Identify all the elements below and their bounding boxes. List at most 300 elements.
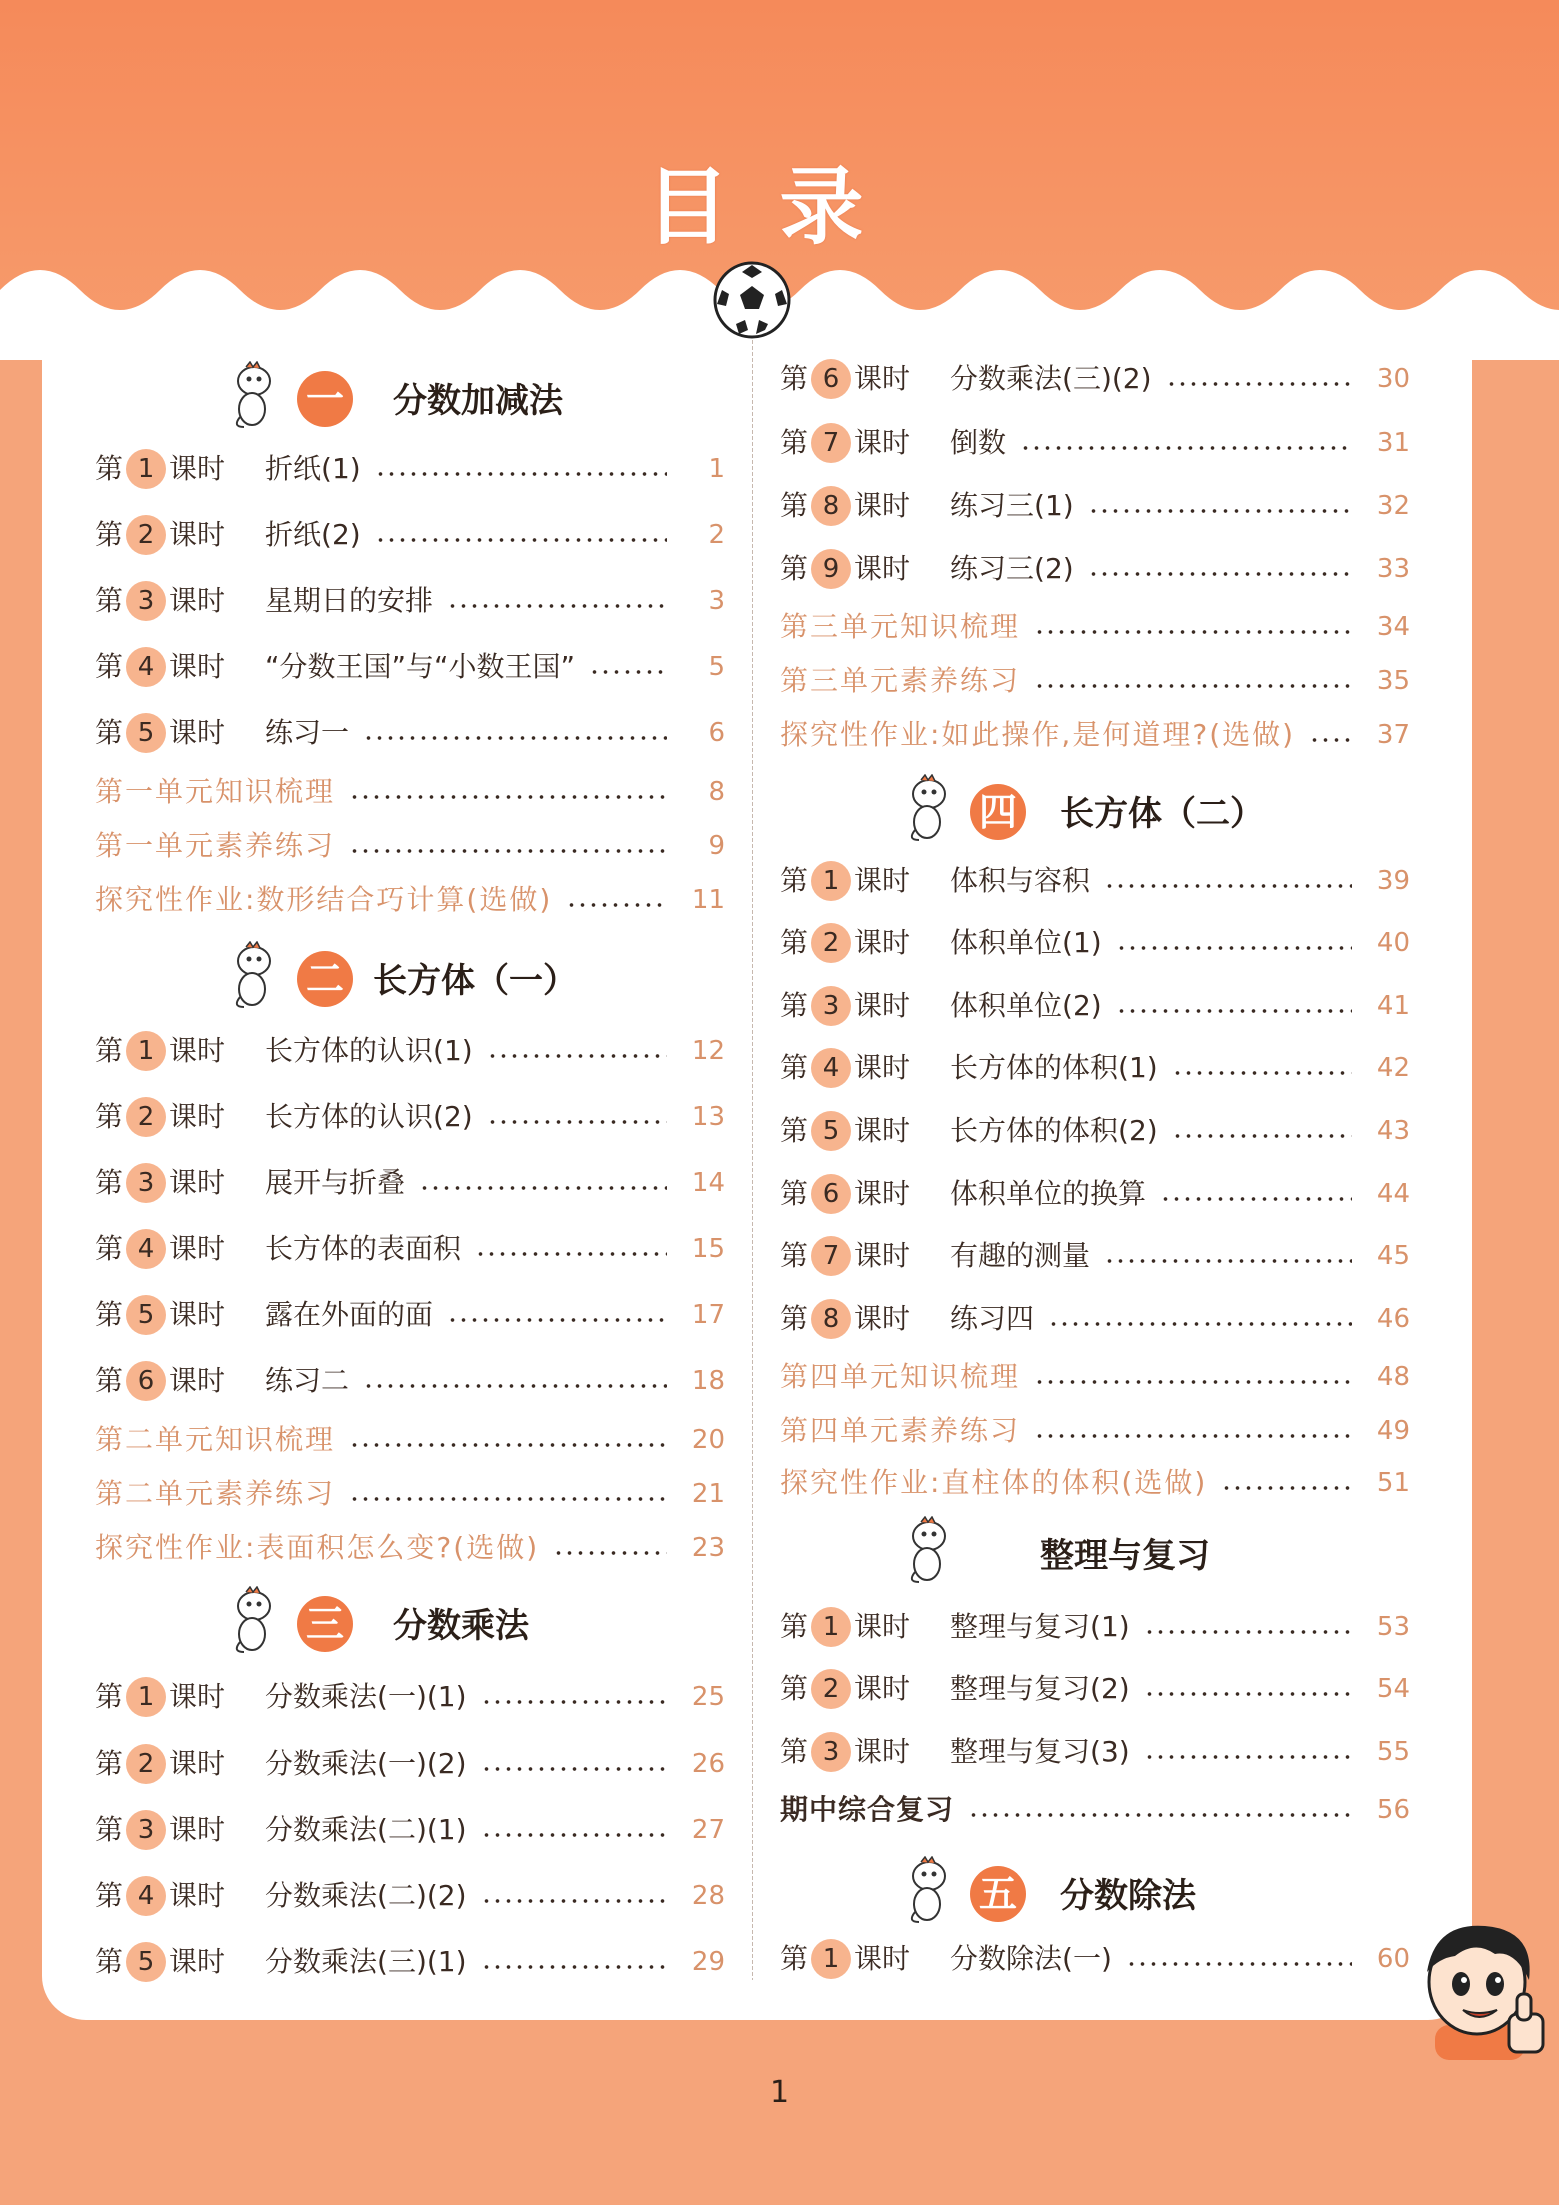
lesson-prefix: 第 bbox=[780, 926, 809, 959]
lesson-entry[interactable] bbox=[780, 1044, 1410, 1092]
dot-leader bbox=[1144, 1690, 1352, 1698]
lesson-title: 分数乘法(二)(2) bbox=[265, 1879, 467, 1912]
dinosaur-mascot-icon bbox=[905, 1856, 951, 1926]
unit-title: 分数乘法 bbox=[393, 1606, 529, 1646]
dinosaur-mascot-icon bbox=[230, 1586, 276, 1656]
lesson-suffix: 课时 bbox=[169, 1813, 226, 1846]
dot-leader bbox=[1048, 1320, 1352, 1328]
dot-leader bbox=[553, 1549, 667, 1557]
lesson-prefix: 第 bbox=[780, 864, 809, 897]
lesson-prefix: 第 bbox=[95, 1166, 124, 1199]
special-entry-title: 第三单元知识梳理 bbox=[780, 610, 1021, 643]
dot-leader bbox=[363, 734, 667, 742]
page-ref: 6 bbox=[708, 718, 725, 748]
lesson-number-badge: 3 bbox=[126, 581, 166, 621]
unit-heading bbox=[95, 355, 725, 445]
page-ref: 9 bbox=[708, 831, 725, 861]
lesson-prefix: 第 bbox=[95, 1232, 124, 1265]
lesson-entry[interactable] bbox=[780, 355, 1410, 403]
page-ref: 46 bbox=[1376, 1304, 1410, 1334]
dot-leader bbox=[1172, 1132, 1352, 1140]
page-ref: 45 bbox=[1376, 1241, 1410, 1271]
dot-leader bbox=[1160, 1195, 1352, 1203]
dot-leader bbox=[1144, 1753, 1352, 1761]
page-ref: 33 bbox=[1376, 554, 1410, 584]
page-ref: 28 bbox=[691, 1881, 725, 1911]
dot-leader bbox=[481, 1765, 667, 1773]
lesson-number-badge: 8 bbox=[811, 486, 851, 526]
dot-leader bbox=[1034, 1432, 1352, 1440]
lesson-number-badge: 6 bbox=[811, 1174, 851, 1214]
lesson-prefix: 第 bbox=[95, 1747, 124, 1780]
dinosaur-mascot-icon bbox=[230, 941, 276, 1011]
page-ref: 40 bbox=[1376, 928, 1410, 958]
lesson-entry[interactable] bbox=[780, 1603, 1410, 1651]
special-entry[interactable] bbox=[780, 711, 1410, 759]
page-ref: 44 bbox=[1376, 1179, 1410, 1209]
page-ref: 49 bbox=[1376, 1416, 1410, 1446]
page-ref: 20 bbox=[691, 1425, 725, 1455]
unit-title: 长方体（二） bbox=[1060, 794, 1264, 834]
lesson-suffix: 课时 bbox=[169, 1680, 226, 1713]
lesson-suffix: 课时 bbox=[854, 362, 911, 395]
lesson-entry[interactable] bbox=[95, 709, 725, 757]
dot-leader bbox=[419, 1184, 667, 1192]
special-entry-title: 第四单元素养练习 bbox=[780, 1414, 1021, 1447]
page-ref: 43 bbox=[1376, 1116, 1410, 1146]
dinosaur-mascot-icon bbox=[905, 774, 951, 844]
lesson-title: 体积单位的换算 bbox=[950, 1177, 1147, 1210]
dot-leader bbox=[349, 1441, 667, 1449]
special-entry[interactable] bbox=[780, 1459, 1410, 1507]
lesson-suffix: 课时 bbox=[854, 1672, 911, 1705]
lesson-suffix: 课时 bbox=[854, 552, 911, 585]
lesson-title: 练习三(1) bbox=[950, 489, 1074, 522]
lesson-entry[interactable] bbox=[780, 919, 1410, 967]
lesson-prefix: 第 bbox=[95, 584, 124, 617]
lesson-number-badge: 5 bbox=[811, 1111, 851, 1151]
lesson-number-badge: 2 bbox=[811, 923, 851, 963]
dot-leader bbox=[447, 602, 667, 610]
dot-leader bbox=[1020, 444, 1352, 452]
lesson-number-badge: 4 bbox=[126, 1876, 166, 1916]
page-ref: 2 bbox=[708, 520, 725, 550]
unit-number-badge: 三 bbox=[297, 1596, 353, 1652]
lesson-suffix: 课时 bbox=[169, 1166, 226, 1199]
lesson-prefix: 第 bbox=[95, 1034, 124, 1067]
page-ref: 41 bbox=[1376, 991, 1410, 1021]
lesson-entry[interactable] bbox=[95, 1027, 725, 1075]
lesson-number-badge: 2 bbox=[126, 1097, 166, 1137]
lesson-title: 分数乘法(三)(1) bbox=[265, 1945, 467, 1978]
dot-leader bbox=[1034, 1378, 1352, 1386]
dot-leader bbox=[481, 1897, 667, 1905]
page-ref: 37 bbox=[1376, 720, 1410, 750]
lesson-number-badge: 4 bbox=[126, 647, 166, 687]
dot-leader bbox=[447, 1316, 667, 1324]
dot-leader bbox=[481, 1831, 667, 1839]
lesson-number-badge: 7 bbox=[811, 423, 851, 463]
lesson-prefix: 第 bbox=[780, 362, 809, 395]
lesson-suffix: 课时 bbox=[854, 1114, 911, 1147]
page-ref: 34 bbox=[1376, 612, 1410, 642]
lesson-suffix: 课时 bbox=[169, 1100, 226, 1133]
lesson-prefix: 第 bbox=[780, 552, 809, 585]
lesson-title: 分数乘法(二)(1) bbox=[265, 1813, 467, 1846]
special-entry[interactable] bbox=[95, 1524, 725, 1572]
lesson-suffix: 课时 bbox=[854, 1239, 911, 1272]
dot-leader bbox=[375, 536, 667, 544]
special-entry-title: 探究性作业:如此操作,是何道理?(选做) bbox=[780, 718, 1296, 751]
lesson-number-badge: 2 bbox=[126, 515, 166, 555]
dot-leader bbox=[375, 470, 667, 478]
special-entry[interactable] bbox=[780, 1353, 1410, 1401]
special-entry[interactable] bbox=[95, 1416, 725, 1464]
lesson-title: 练习一 bbox=[265, 716, 350, 749]
dot-leader bbox=[566, 901, 667, 909]
lesson-prefix: 第 bbox=[95, 1100, 124, 1133]
lesson-entry[interactable] bbox=[95, 1093, 725, 1141]
lesson-suffix: 课时 bbox=[169, 1232, 226, 1265]
page-ref: 23 bbox=[691, 1533, 725, 1563]
lesson-number-badge: 5 bbox=[126, 713, 166, 753]
dot-leader bbox=[487, 1118, 667, 1126]
lesson-title: 体积与容积 bbox=[950, 864, 1091, 897]
special-entry[interactable] bbox=[95, 1470, 725, 1518]
lesson-entry[interactable] bbox=[780, 482, 1410, 530]
dot-leader bbox=[1034, 682, 1352, 690]
lesson-title: 分数乘法(一)(1) bbox=[265, 1680, 467, 1713]
lesson-suffix: 课时 bbox=[854, 489, 911, 522]
dot-leader bbox=[1116, 944, 1352, 952]
page-ref: 14 bbox=[691, 1168, 725, 1198]
page-ref: 17 bbox=[691, 1300, 725, 1330]
dot-leader bbox=[968, 1811, 1352, 1819]
lesson-entry[interactable] bbox=[95, 1872, 725, 1920]
dot-leader bbox=[1221, 1484, 1352, 1492]
lesson-suffix: 课时 bbox=[169, 1298, 226, 1331]
lesson-title: 折纸(1) bbox=[265, 452, 361, 485]
lesson-title: 有趣的测量 bbox=[950, 1239, 1091, 1272]
lesson-number-badge: 3 bbox=[811, 1732, 851, 1772]
lesson-number-badge: 4 bbox=[811, 1048, 851, 1088]
lesson-title: 分数乘法(一)(2) bbox=[265, 1747, 467, 1780]
lesson-suffix: 课时 bbox=[169, 452, 226, 485]
dinosaur-mascot-icon bbox=[230, 361, 276, 431]
unit-number-badge: 五 bbox=[970, 1866, 1026, 1922]
lesson-entry[interactable] bbox=[780, 1232, 1410, 1280]
lesson-prefix: 第 bbox=[95, 1364, 124, 1397]
lesson-entry[interactable] bbox=[95, 1673, 725, 1721]
page-ref: 5 bbox=[708, 652, 725, 682]
lesson-title: 分数乘法(三)(2) bbox=[950, 362, 1152, 395]
lesson-suffix: 课时 bbox=[169, 1879, 226, 1912]
unit-heading bbox=[780, 1510, 1410, 1600]
lesson-title: 练习三(2) bbox=[950, 552, 1074, 585]
lesson-entry[interactable] bbox=[95, 577, 725, 625]
special-entry[interactable] bbox=[780, 657, 1410, 705]
special-entry[interactable] bbox=[95, 876, 725, 924]
lesson-suffix: 课时 bbox=[854, 989, 911, 1022]
lesson-prefix: 第 bbox=[780, 1942, 809, 1975]
dot-leader bbox=[349, 847, 667, 855]
unit-heading bbox=[780, 768, 1410, 858]
review-entry-title: 期中综合复习 bbox=[780, 1793, 955, 1826]
lesson-prefix: 第 bbox=[95, 452, 124, 485]
page-ref: 11 bbox=[691, 885, 725, 915]
lesson-suffix: 课时 bbox=[169, 518, 226, 551]
lesson-entry[interactable] bbox=[95, 1740, 725, 1788]
lesson-suffix: 课时 bbox=[169, 716, 226, 749]
special-entry[interactable] bbox=[780, 603, 1410, 651]
page-ref: 51 bbox=[1376, 1468, 1410, 1498]
lesson-suffix: 课时 bbox=[169, 1364, 226, 1397]
lesson-entry[interactable] bbox=[780, 419, 1410, 467]
lesson-title: 露在外面的面 bbox=[265, 1298, 434, 1331]
lesson-number-badge: 5 bbox=[126, 1295, 166, 1335]
lesson-number-badge: 3 bbox=[811, 986, 851, 1026]
lesson-suffix: 课时 bbox=[854, 1735, 911, 1768]
page-ref: 48 bbox=[1376, 1362, 1410, 1392]
page-ref: 39 bbox=[1376, 866, 1410, 896]
page-ref: 54 bbox=[1376, 1674, 1410, 1704]
page-ref: 53 bbox=[1376, 1612, 1410, 1642]
lesson-prefix: 第 bbox=[780, 1239, 809, 1272]
special-entry-title: 探究性作业:表面积怎么变?(选做) bbox=[95, 1531, 540, 1564]
special-entry-title: 第二单元素养练习 bbox=[95, 1477, 336, 1510]
unit-number-badge: 四 bbox=[970, 784, 1026, 840]
page-ref: 21 bbox=[691, 1479, 725, 1509]
lesson-title: 星期日的安排 bbox=[265, 584, 434, 617]
lesson-suffix: 课时 bbox=[854, 1302, 911, 1335]
lesson-title: 体积单位(2) bbox=[950, 989, 1102, 1022]
dot-leader bbox=[1126, 1960, 1352, 1968]
dot-leader bbox=[1034, 628, 1352, 636]
lesson-number-badge: 1 bbox=[811, 1607, 851, 1647]
page-ref: 29 bbox=[691, 1947, 725, 1977]
lesson-prefix: 第 bbox=[95, 1813, 124, 1846]
lesson-number-badge: 6 bbox=[126, 1361, 166, 1401]
lesson-suffix: 课时 bbox=[854, 1177, 911, 1210]
lesson-prefix: 第 bbox=[95, 1945, 124, 1978]
lesson-entry[interactable] bbox=[95, 643, 725, 691]
page-ref: 25 bbox=[691, 1682, 725, 1712]
lesson-entry[interactable] bbox=[780, 1295, 1410, 1343]
lesson-prefix: 第 bbox=[780, 1672, 809, 1705]
lesson-suffix: 课时 bbox=[169, 650, 226, 683]
special-entry[interactable] bbox=[95, 768, 725, 816]
lesson-entry[interactable] bbox=[780, 1665, 1410, 1713]
lesson-title: 展开与折叠 bbox=[265, 1166, 406, 1199]
lesson-number-badge: 1 bbox=[811, 1939, 851, 1979]
page-ref: 55 bbox=[1376, 1737, 1410, 1767]
lesson-title: 体积单位(1) bbox=[950, 926, 1102, 959]
special-entry-title: 探究性作业:直柱体的体积(选做) bbox=[780, 1466, 1208, 1499]
page-ref: 1 bbox=[708, 454, 725, 484]
lesson-title: 长方体的认识(1) bbox=[265, 1034, 473, 1067]
page-ref: 60 bbox=[1376, 1944, 1410, 1974]
lesson-entry[interactable] bbox=[95, 1357, 725, 1405]
column-divider bbox=[752, 340, 753, 1980]
lesson-prefix: 第 bbox=[780, 1610, 809, 1643]
lesson-number-badge: 7 bbox=[811, 1236, 851, 1276]
page-ref: 15 bbox=[691, 1234, 725, 1264]
dot-leader bbox=[1088, 507, 1352, 515]
lesson-entry[interactable] bbox=[95, 445, 725, 493]
page-ref: 12 bbox=[691, 1036, 725, 1066]
lesson-prefix: 第 bbox=[780, 1114, 809, 1147]
lesson-title: 练习二 bbox=[265, 1364, 350, 1397]
dinosaur-mascot-icon bbox=[905, 1516, 951, 1586]
unit-heading bbox=[95, 1580, 725, 1670]
lesson-entry[interactable] bbox=[780, 1935, 1410, 1983]
unit-number-badge: 二 bbox=[297, 951, 353, 1007]
page-ref: 3 bbox=[708, 586, 725, 616]
lesson-suffix: 课时 bbox=[169, 584, 226, 617]
page-ref: 42 bbox=[1376, 1053, 1410, 1083]
lesson-suffix: 课时 bbox=[169, 1945, 226, 1978]
lesson-entry[interactable] bbox=[95, 1291, 725, 1339]
dot-leader bbox=[349, 1495, 667, 1503]
lesson-suffix: 课时 bbox=[854, 864, 911, 897]
lesson-title: 长方体的表面积 bbox=[265, 1232, 462, 1265]
lesson-entry[interactable] bbox=[95, 511, 725, 559]
dot-leader bbox=[481, 1698, 667, 1706]
lesson-entry[interactable] bbox=[780, 1728, 1410, 1776]
lesson-number-badge: 2 bbox=[811, 1669, 851, 1709]
lesson-entry[interactable] bbox=[95, 1938, 725, 1986]
special-entry[interactable] bbox=[95, 822, 725, 870]
lesson-suffix: 课时 bbox=[169, 1747, 226, 1780]
dot-leader bbox=[363, 1382, 667, 1390]
lesson-number-badge: 1 bbox=[126, 1677, 166, 1717]
lesson-title: 倒数 bbox=[950, 426, 1007, 459]
lesson-number-badge: 4 bbox=[126, 1229, 166, 1269]
unit-title: 分数除法 bbox=[1060, 1876, 1196, 1916]
unit-heading bbox=[780, 1850, 1410, 1940]
page-title: 目录 bbox=[645, 158, 914, 256]
unit-title: 长方体（一） bbox=[373, 961, 577, 1001]
lesson-entry[interactable] bbox=[95, 1159, 725, 1207]
page-ref: 26 bbox=[691, 1749, 725, 1779]
review-entry[interactable] bbox=[780, 1786, 1410, 1834]
lesson-suffix: 课时 bbox=[854, 1942, 911, 1975]
lesson-title: 折纸(2) bbox=[265, 518, 361, 551]
lesson-number-badge: 6 bbox=[811, 359, 851, 399]
page-ref: 13 bbox=[691, 1102, 725, 1132]
unit-title: 整理与复习 bbox=[1040, 1536, 1210, 1576]
unit-number-badge: 一 bbox=[297, 371, 353, 427]
lesson-entry[interactable] bbox=[95, 1225, 725, 1273]
lesson-title: 长方体的认识(2) bbox=[265, 1100, 473, 1133]
lesson-entry[interactable] bbox=[780, 545, 1410, 593]
lesson-prefix: 第 bbox=[780, 1051, 809, 1084]
dot-leader bbox=[475, 1250, 667, 1258]
lesson-title: 长方体的体积(2) bbox=[950, 1114, 1158, 1147]
page-ref: 27 bbox=[691, 1815, 725, 1845]
lesson-number-badge: 8 bbox=[811, 1299, 851, 1339]
lesson-number-badge: 5 bbox=[126, 1942, 166, 1982]
unit-heading bbox=[95, 935, 725, 1025]
lesson-entry[interactable] bbox=[95, 1806, 725, 1854]
special-entry-title: 第四单元知识梳理 bbox=[780, 1360, 1021, 1393]
page-ref: 30 bbox=[1376, 364, 1410, 394]
lesson-title: 整理与复习(1) bbox=[950, 1610, 1130, 1643]
lesson-entry[interactable] bbox=[780, 1107, 1410, 1155]
dot-leader bbox=[1144, 1628, 1352, 1636]
lesson-title: 整理与复习(2) bbox=[950, 1672, 1130, 1705]
lesson-title: 长方体的体积(1) bbox=[950, 1051, 1158, 1084]
lesson-prefix: 第 bbox=[95, 716, 124, 749]
page-ref: 18 bbox=[691, 1366, 725, 1396]
dot-leader bbox=[589, 668, 667, 676]
dot-leader bbox=[487, 1052, 667, 1060]
lesson-entry[interactable] bbox=[780, 1170, 1410, 1218]
lesson-prefix: 第 bbox=[95, 650, 124, 683]
lesson-number-badge: 1 bbox=[126, 449, 166, 489]
lesson-prefix: 第 bbox=[95, 1879, 124, 1912]
lesson-entry[interactable] bbox=[780, 982, 1410, 1030]
lesson-number-badge: 1 bbox=[811, 861, 851, 901]
lesson-suffix: 课时 bbox=[854, 926, 911, 959]
lesson-title: 练习四 bbox=[950, 1302, 1035, 1335]
lesson-number-badge: 3 bbox=[126, 1810, 166, 1850]
lesson-prefix: 第 bbox=[780, 426, 809, 459]
lesson-number-badge: 2 bbox=[126, 1744, 166, 1784]
lesson-entry[interactable] bbox=[780, 857, 1410, 905]
dot-leader bbox=[1309, 736, 1352, 744]
special-entry-title: 第二单元知识梳理 bbox=[95, 1423, 336, 1456]
lesson-prefix: 第 bbox=[780, 1735, 809, 1768]
page-number: 1 bbox=[769, 2075, 790, 2110]
lesson-suffix: 课时 bbox=[854, 426, 911, 459]
dot-leader bbox=[349, 793, 667, 801]
lesson-prefix: 第 bbox=[780, 1302, 809, 1335]
lesson-prefix: 第 bbox=[95, 518, 124, 551]
soccer-ball-icon bbox=[712, 260, 792, 340]
dot-leader bbox=[1166, 380, 1352, 388]
lesson-suffix: 课时 bbox=[169, 1034, 226, 1067]
lesson-prefix: 第 bbox=[780, 489, 809, 522]
special-entry-title: 第三单元素养练习 bbox=[780, 664, 1021, 697]
special-entry[interactable] bbox=[780, 1407, 1410, 1455]
lesson-number-badge: 1 bbox=[126, 1031, 166, 1071]
lesson-number-badge: 9 bbox=[811, 549, 851, 589]
dot-leader bbox=[1116, 1007, 1352, 1015]
lesson-title: “分数王国”与“小数王国” bbox=[265, 650, 576, 683]
page-ref: 8 bbox=[708, 777, 725, 807]
lesson-title: 整理与复习(3) bbox=[950, 1735, 1130, 1768]
unit-title: 分数加减法 bbox=[393, 381, 563, 421]
lesson-prefix: 第 bbox=[780, 1177, 809, 1210]
page-ref: 32 bbox=[1376, 491, 1410, 521]
boy-thumbs-up-icon bbox=[1405, 1910, 1555, 2060]
dot-leader bbox=[481, 1963, 667, 1971]
lesson-prefix: 第 bbox=[780, 989, 809, 1022]
lesson-suffix: 课时 bbox=[854, 1051, 911, 1084]
lesson-number-badge: 3 bbox=[126, 1163, 166, 1203]
page-ref: 56 bbox=[1376, 1795, 1410, 1825]
dot-leader bbox=[1104, 1257, 1352, 1265]
page-ref: 31 bbox=[1376, 428, 1410, 458]
special-entry-title: 探究性作业:数形结合巧计算(选做) bbox=[95, 883, 553, 916]
lesson-prefix: 第 bbox=[95, 1298, 124, 1331]
lesson-title: 分数除法(一) bbox=[950, 1942, 1112, 1975]
special-entry-title: 第一单元知识梳理 bbox=[95, 775, 336, 808]
dot-leader bbox=[1104, 882, 1352, 890]
page-ref: 35 bbox=[1376, 666, 1410, 696]
dot-leader bbox=[1172, 1069, 1352, 1077]
